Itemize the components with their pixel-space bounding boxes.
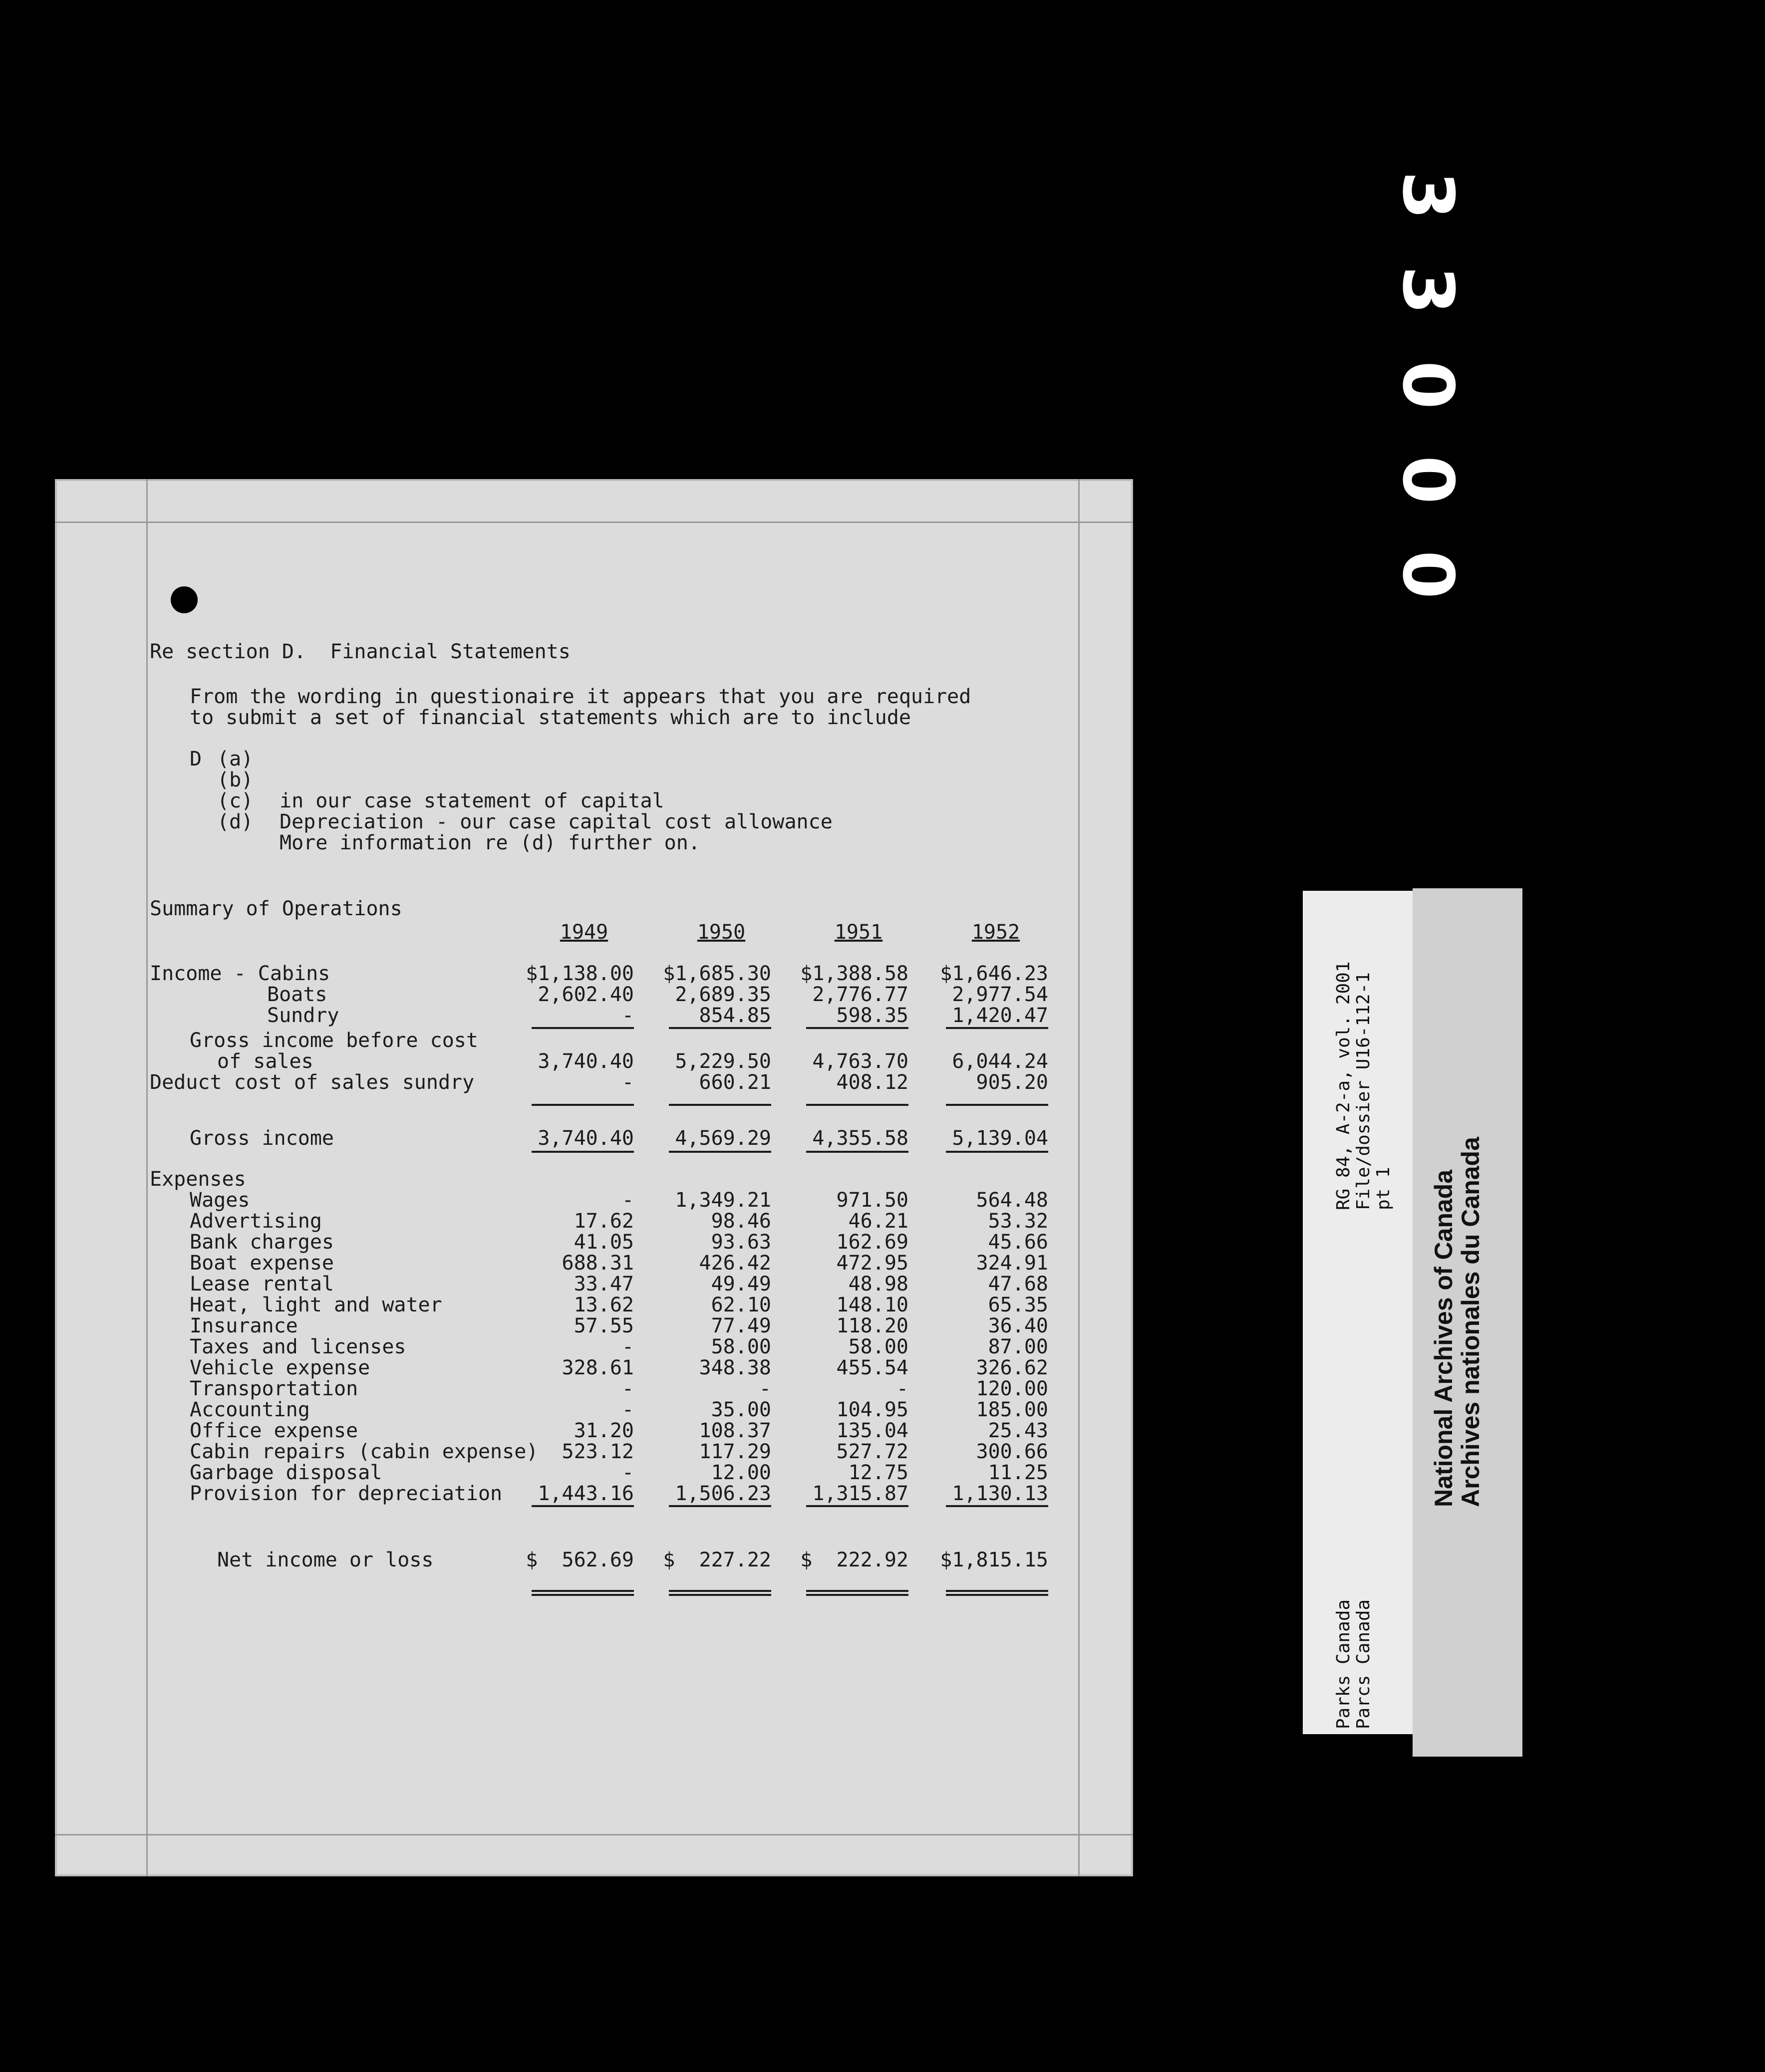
- cell-transport-1951: -: [896, 1377, 908, 1400]
- cell-gross-income-1952: 5,139.04: [952, 1127, 1048, 1150]
- cell-sundry-1950: 854.85: [699, 1004, 771, 1027]
- cell-gross-before-2-1950: 5,229.50: [675, 1050, 771, 1073]
- subtotal-rule: [806, 1505, 908, 1507]
- section-heading: Re section D. Financial Statements: [150, 640, 571, 663]
- cell-deduct-1951: 408.12: [836, 1071, 908, 1094]
- frame-digit: 0: [1387, 550, 1469, 599]
- cell-wages-1949: -: [621, 1189, 634, 1212]
- year-header: 1950: [697, 921, 746, 944]
- subtotal-rule: [669, 1104, 771, 1106]
- cell-net-1950: $ 227.22: [663, 1549, 771, 1571]
- cell-depreciation-1952: 1,130.13: [952, 1482, 1048, 1505]
- cell-transport-1949: -: [621, 1377, 634, 1400]
- cell-boats-1951: 2,776.77: [812, 983, 908, 1006]
- cell-vehicle-1950: 348.38: [699, 1356, 771, 1379]
- cell-insurance-1949: 57.55: [574, 1314, 634, 1337]
- cell-garbage-1952: 11.25: [988, 1461, 1048, 1484]
- cell-lease-1951: 48.98: [848, 1273, 908, 1295]
- row-label-depreciation: Provision for depreciation: [190, 1482, 503, 1505]
- list-d-text: Depreciation - our case capital cost allowance: [280, 810, 833, 833]
- cell-cabins-1952: $1,646.23: [940, 962, 1048, 985]
- subtotal-rule: [669, 1505, 771, 1507]
- cell-office-1950: 108.37: [699, 1419, 771, 1442]
- cell-boats-1949: 2,602.40: [538, 983, 634, 1006]
- row-label-insurance: Insurance: [190, 1314, 298, 1337]
- cell-deduct-1952: 905.20: [976, 1071, 1048, 1094]
- subtotal-rule: [669, 1027, 771, 1029]
- frame-digit: 0: [1387, 360, 1469, 410]
- intro-line-2: to submit a set of financial statements which are to include: [190, 706, 911, 729]
- cell-insurance-1952: 36.40: [988, 1314, 1048, 1337]
- list-c-text: in our case statement of capital: [280, 789, 664, 812]
- punch-hole: [171, 586, 198, 613]
- cell-bank-1951: 162.69: [836, 1231, 908, 1254]
- list-more: More information re (d) further on.: [280, 831, 700, 854]
- frame-digit: 3: [1387, 265, 1469, 315]
- margin-rule: [146, 479, 148, 1876]
- total-double-rule: [532, 1590, 634, 1596]
- row-label-net: Net income or loss: [217, 1549, 434, 1571]
- subtotal-rule: [946, 1104, 1048, 1106]
- cell-net-1952: $1,815.15: [940, 1549, 1048, 1571]
- document-page: [55, 479, 1133, 1876]
- margin-rule: [1078, 479, 1080, 1876]
- cell-boat-exp-1950: 426.42: [699, 1252, 771, 1275]
- cell-lease-1949: 33.47: [574, 1273, 634, 1295]
- cell-office-1949: 31.20: [574, 1419, 634, 1442]
- cell-cabin-rep-1949: 523.12: [562, 1440, 634, 1463]
- cell-garbage-1951: 12.75: [848, 1461, 908, 1484]
- archive-ref-line3: pt 1: [1373, 1167, 1394, 1210]
- subtotal-rule: [532, 1104, 634, 1106]
- cell-boats-1950: 2,689.35: [675, 983, 771, 1006]
- row-label-deduct: Deduct cost of sales sundry: [150, 1071, 475, 1094]
- archives-en: National Archives of Canada: [1430, 1169, 1458, 1507]
- cell-gross-income-1950: 4,569.29: [675, 1127, 771, 1150]
- cell-transport-1952: 120.00: [976, 1377, 1048, 1400]
- cell-taxes-1951: 58.00: [848, 1335, 908, 1358]
- subtotal-rule: [806, 1151, 908, 1153]
- cell-cabin-rep-1950: 117.29: [699, 1440, 771, 1463]
- subtotal-rule: [946, 1505, 1048, 1507]
- row-label-advertising: Advertising: [190, 1210, 322, 1233]
- year-header: 1952: [971, 921, 1020, 944]
- cell-gross-before-2-1949: 3,740.40: [538, 1050, 634, 1073]
- cell-accounting-1952: 185.00: [976, 1398, 1048, 1421]
- row-label-gross-before-2: of sales: [217, 1050, 313, 1073]
- cell-heat-1951: 148.10: [836, 1294, 908, 1316]
- cell-wages-1950: 1,349.21: [675, 1189, 771, 1212]
- cell-advertising-1952: 53.32: [988, 1210, 1048, 1233]
- cell-accounting-1949: -: [621, 1398, 634, 1421]
- subtotal-rule: [669, 1151, 771, 1153]
- cell-heat-1949: 13.62: [574, 1294, 634, 1316]
- cell-vehicle-1949: 328.61: [562, 1356, 634, 1379]
- archive-reference-label: [1303, 891, 1423, 1734]
- cell-cabin-rep-1951: 527.72: [836, 1440, 908, 1463]
- list-a: (a): [217, 748, 254, 771]
- cell-lease-1952: 47.68: [988, 1273, 1048, 1295]
- total-double-rule: [806, 1590, 908, 1596]
- cell-taxes-1950: 58.00: [711, 1335, 771, 1358]
- row-label-taxes: Taxes and licenses: [190, 1335, 406, 1358]
- archive-ref-line2: File/dossier U16-112-1: [1353, 972, 1374, 1210]
- row-label-cabin-rep: Cabin repairs (cabin expense): [190, 1440, 539, 1463]
- subtotal-rule: [946, 1151, 1048, 1153]
- subtotal-rule: [946, 1027, 1048, 1029]
- cell-cabins-1950: $1,685.30: [663, 962, 771, 985]
- subtotal-rule: [806, 1027, 908, 1029]
- row-label-garbage: Garbage disposal: [190, 1461, 382, 1484]
- cell-garbage-1950: 12.00: [711, 1461, 771, 1484]
- archives-label: [1413, 888, 1522, 1757]
- cell-depreciation-1951: 1,315.87: [812, 1482, 908, 1505]
- row-label-wages: Wages: [190, 1189, 250, 1212]
- cell-wages-1952: 564.48: [976, 1189, 1048, 1212]
- cell-bank-1949: 41.05: [574, 1231, 634, 1254]
- cell-net-1949: $ 562.69: [526, 1549, 634, 1571]
- archives-fr: Archives nationales du Canada: [1457, 1137, 1484, 1507]
- cell-depreciation-1949: 1,443.16: [538, 1482, 634, 1505]
- frame-digit: 3: [1387, 171, 1469, 220]
- cell-gross-before-2-1952: 6,044.24: [952, 1050, 1048, 1073]
- year-header: 1951: [834, 921, 883, 944]
- cell-boat-exp-1951: 472.95: [836, 1252, 908, 1275]
- list-b: (b): [217, 769, 254, 791]
- cell-gross-income-1951: 4,355.58: [812, 1127, 908, 1150]
- row-label-vehicle: Vehicle expense: [190, 1356, 370, 1379]
- subtotal-rule: [532, 1151, 634, 1153]
- cell-vehicle-1952: 326.62: [976, 1356, 1048, 1379]
- summary-title: Summary of Operations: [150, 897, 402, 920]
- cell-boat-exp-1952: 324.91: [976, 1252, 1048, 1275]
- cell-bank-1950: 93.63: [711, 1231, 771, 1254]
- cell-office-1951: 135.04: [836, 1419, 908, 1442]
- cell-insurance-1950: 77.49: [711, 1314, 771, 1337]
- total-double-rule: [669, 1590, 771, 1596]
- list-prefix: D: [190, 748, 202, 771]
- row-label-boat-exp: Boat expense: [190, 1252, 334, 1275]
- cell-taxes-1949: -: [621, 1335, 634, 1358]
- cell-advertising-1950: 98.46: [711, 1210, 771, 1233]
- cell-accounting-1950: 35.00: [711, 1398, 771, 1421]
- cell-depreciation-1950: 1,506.23: [675, 1482, 771, 1505]
- cell-transport-1950: -: [759, 1377, 771, 1400]
- row-label-bank: Bank charges: [190, 1231, 334, 1254]
- cell-deduct-1949: -: [621, 1071, 634, 1094]
- list-c: (c): [217, 789, 254, 812]
- agency-fr: Parcs Canada: [1353, 1599, 1374, 1729]
- cell-vehicle-1951: 455.54: [836, 1356, 908, 1379]
- cell-heat-1952: 65.35: [988, 1294, 1048, 1316]
- year-header: 1949: [560, 921, 608, 944]
- row-label-sundry: Sundry: [267, 1004, 339, 1027]
- cell-sundry-1952: 1,420.47: [952, 1004, 1048, 1027]
- cell-boat-exp-1949: 688.31: [562, 1252, 634, 1275]
- bottom-rule: [55, 1834, 1133, 1835]
- cell-cabins-1949: $1,138.00: [526, 962, 634, 985]
- cell-gross-before-2-1951: 4,763.70: [812, 1050, 908, 1073]
- cell-office-1952: 25.43: [988, 1419, 1048, 1442]
- cell-bank-1952: 45.66: [988, 1231, 1048, 1254]
- row-label-heat: Heat, light and water: [190, 1294, 442, 1316]
- cell-cabins-1951: $1,388.58: [800, 962, 908, 985]
- row-label-expenses-title: Expenses: [150, 1168, 246, 1191]
- cell-lease-1950: 49.49: [711, 1273, 771, 1295]
- row-label-lease: Lease rental: [190, 1273, 334, 1295]
- agency-en: Parks Canada: [1333, 1599, 1354, 1729]
- row-label-gross-before-1: Gross income before cost: [190, 1029, 478, 1052]
- cell-heat-1950: 62.10: [711, 1294, 771, 1316]
- cell-gross-income-1949: 3,740.40: [538, 1127, 634, 1150]
- total-double-rule: [946, 1590, 1048, 1596]
- frame-digit: 0: [1387, 455, 1469, 505]
- row-label-gross-income: Gross income: [190, 1127, 334, 1150]
- cell-advertising-1951: 46.21: [848, 1210, 908, 1233]
- subtotal-rule: [532, 1505, 634, 1507]
- row-label-accounting: Accounting: [190, 1398, 310, 1421]
- cell-insurance-1951: 118.20: [836, 1314, 908, 1337]
- row-label-office: Office expense: [190, 1419, 358, 1442]
- row-label-cabins: Income - Cabins: [150, 962, 330, 985]
- subtotal-rule: [532, 1027, 634, 1029]
- cell-garbage-1949: -: [621, 1461, 634, 1484]
- row-label-transport: Transportation: [190, 1377, 358, 1400]
- list-d: (d): [217, 810, 254, 833]
- cell-sundry-1949: -: [621, 1004, 634, 1027]
- cell-boats-1952: 2,977.54: [952, 983, 1048, 1006]
- cell-net-1951: $ 222.92: [800, 1549, 908, 1571]
- cell-advertising-1949: 17.62: [574, 1210, 634, 1233]
- top-rule: [55, 521, 1133, 523]
- subtotal-rule: [806, 1104, 908, 1106]
- cell-sundry-1951: 598.35: [836, 1004, 908, 1027]
- cell-deduct-1950: 660.21: [699, 1071, 771, 1094]
- row-label-boats: Boats: [267, 983, 327, 1006]
- archive-ref-line1: RG 84, A-2-a, vol. 2001: [1333, 961, 1354, 1210]
- cell-wages-1951: 971.50: [836, 1189, 908, 1212]
- cell-taxes-1952: 87.00: [988, 1335, 1048, 1358]
- cell-accounting-1951: 104.95: [836, 1398, 908, 1421]
- cell-cabin-rep-1952: 300.66: [976, 1440, 1048, 1463]
- intro-line-1: From the wording in questionaire it appears that you are required: [190, 685, 971, 708]
